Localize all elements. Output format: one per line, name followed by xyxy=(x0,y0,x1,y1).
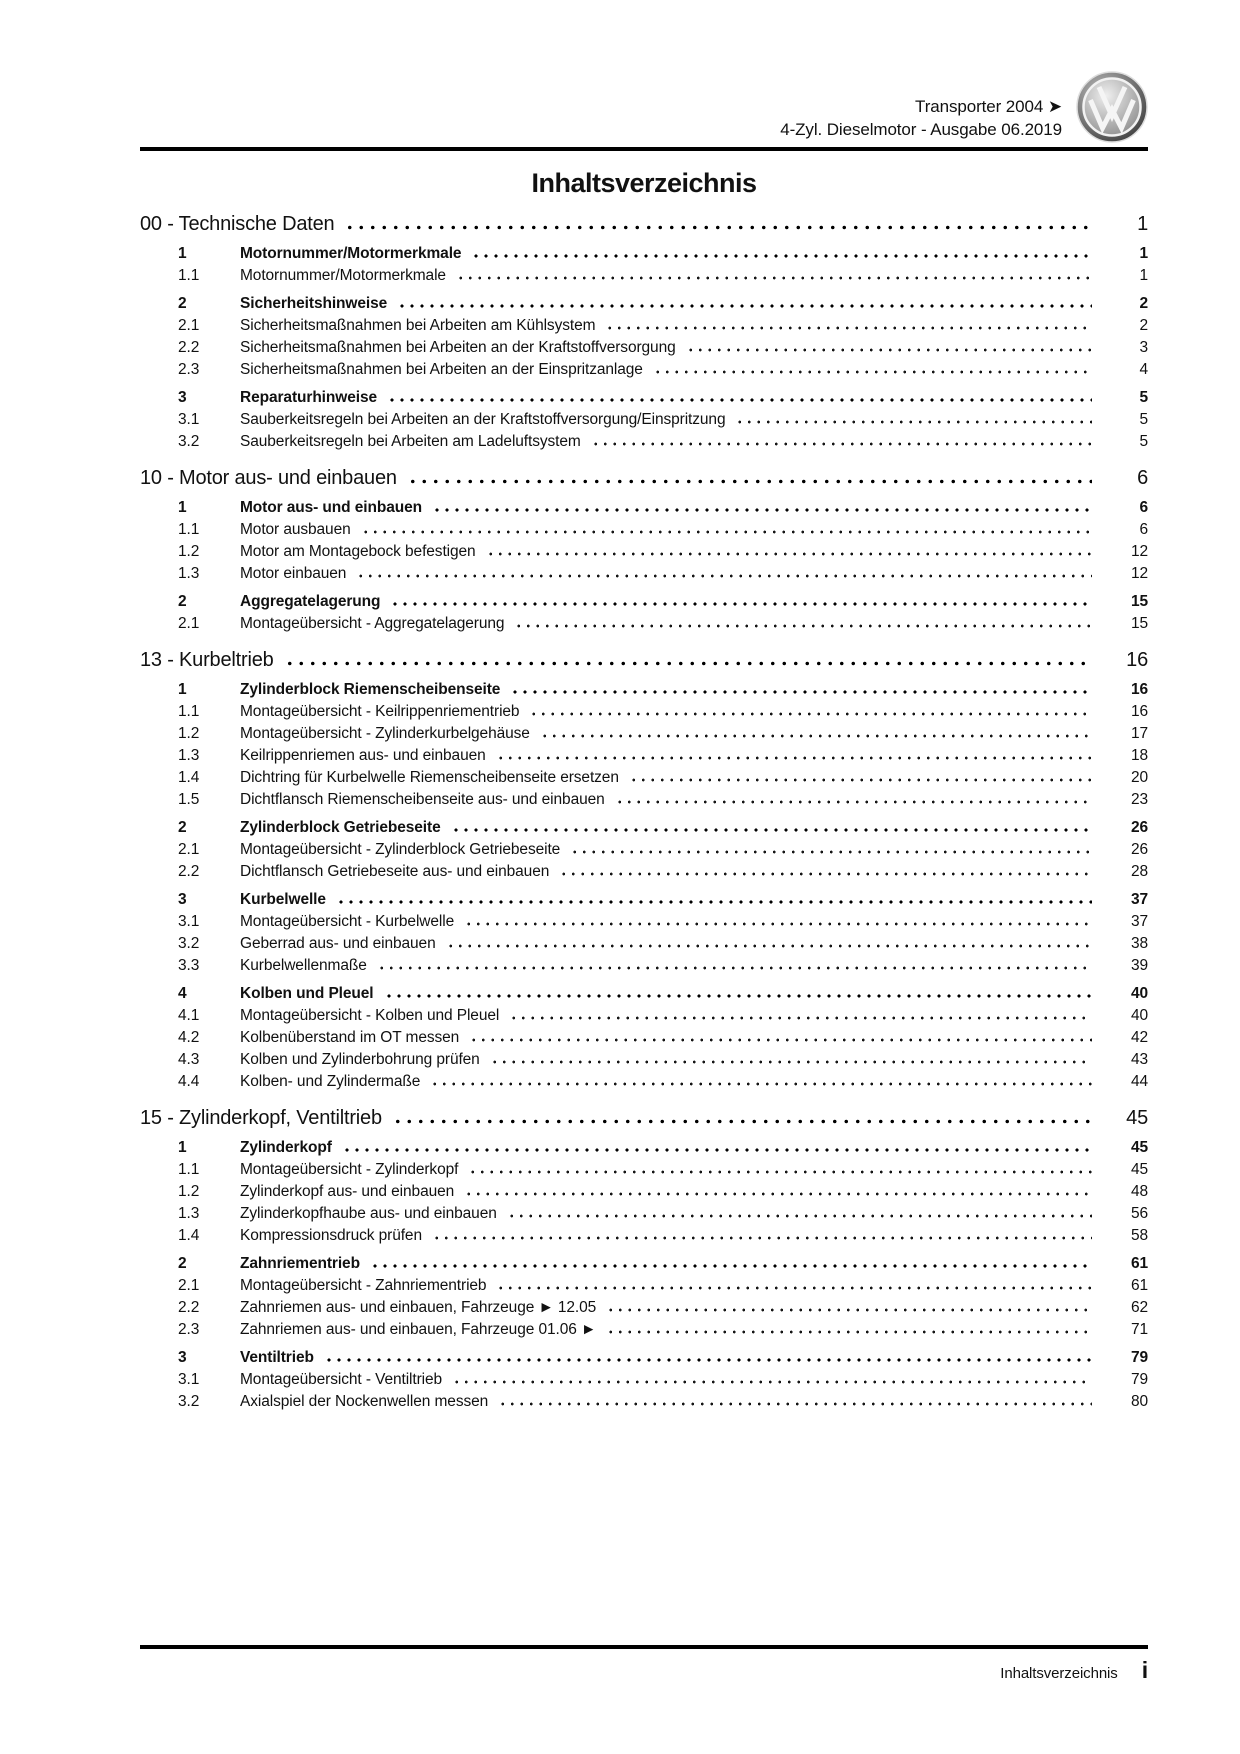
dot-leader xyxy=(361,530,1092,534)
toc-chapter-row[interactable] xyxy=(140,466,1148,491)
toc-chapter-row[interactable] xyxy=(140,1106,1148,1131)
page-number: 39 xyxy=(1130,957,1148,974)
toc-section-row[interactable] xyxy=(140,337,1148,359)
page-number: 61 xyxy=(1130,1277,1148,1294)
toc-section-row[interactable] xyxy=(140,591,1148,613)
page-number: 16 xyxy=(1130,703,1148,720)
toc-section-row[interactable] xyxy=(140,767,1148,789)
toc-section-row[interactable] xyxy=(140,243,1148,265)
toc-section-row[interactable] xyxy=(140,1225,1148,1247)
section-title: Kolben und Pleuel xyxy=(240,985,374,1002)
section-number: 3.2 xyxy=(178,433,200,450)
dot-leader xyxy=(432,508,1092,512)
section-title: Zahnriemen aus- und einbauen, Fahrzeuge 01.06 ► xyxy=(240,1321,597,1338)
page-number: 1 xyxy=(1137,213,1148,235)
section-title: Reparaturhinweise xyxy=(240,389,377,406)
section-title: Kurbelwellenmaße xyxy=(240,957,367,974)
footer-rule xyxy=(140,1645,1148,1649)
toc-chapter-row[interactable] xyxy=(140,212,1148,237)
section-number: 2.2 xyxy=(178,339,200,356)
footer-page-number: i xyxy=(1141,1657,1148,1683)
section-title: Montageübersicht - Keilrippenriementrieb xyxy=(240,703,520,720)
section-title: Motornummer/Motormerkmale xyxy=(240,267,446,284)
dot-leader xyxy=(387,398,1092,402)
toc-section-row[interactable] xyxy=(140,1049,1148,1071)
section-number: 2.1 xyxy=(178,841,200,858)
page-number: 40 xyxy=(1130,1007,1148,1024)
section-title: Montageübersicht - Zahnriementrieb xyxy=(240,1277,487,1294)
section-title: Motor am Montagebock befestigen xyxy=(240,543,476,560)
section-title: Zylinderkopf xyxy=(240,1139,332,1156)
section-number: 4.1 xyxy=(178,1007,200,1024)
section-number: 1.1 xyxy=(178,267,200,284)
page-number: 18 xyxy=(1130,747,1148,764)
section-number: 1 xyxy=(178,681,187,698)
dot-leader xyxy=(469,1038,1092,1042)
page-number: 3 xyxy=(1139,339,1148,356)
dot-leader xyxy=(629,778,1092,782)
dot-leader xyxy=(496,756,1092,760)
dot-leader xyxy=(384,994,1092,998)
page-number: 45 xyxy=(1130,1139,1148,1156)
section-number: 1.1 xyxy=(178,521,200,538)
toc xyxy=(140,212,1148,1413)
section-number: 4.3 xyxy=(178,1051,200,1068)
toc-section-row[interactable] xyxy=(140,1297,1148,1319)
section-number: 3 xyxy=(178,1349,187,1366)
section-title: Motor ausbauen xyxy=(240,521,351,538)
section-title: Sauberkeitsregeln bei Arbeiten am Ladeluftsystem xyxy=(240,433,581,450)
section-number: 1.4 xyxy=(178,1227,200,1244)
chapter-label: 00 - Technische Daten xyxy=(140,213,335,235)
dot-leader xyxy=(509,1016,1092,1020)
toc-section-row[interactable] xyxy=(140,1253,1148,1275)
dot-leader xyxy=(407,479,1092,484)
section-title: Montageübersicht - Ventiltrieb xyxy=(240,1371,443,1388)
page-number: 61 xyxy=(1130,1255,1148,1272)
page-number: 80 xyxy=(1130,1393,1148,1410)
dot-leader xyxy=(344,225,1092,230)
page-title: Inhaltsverzeichnis xyxy=(531,168,757,198)
section-title: Motor einbauen xyxy=(240,565,347,582)
header-model-line: Transporter 2004 ➤ xyxy=(915,97,1062,116)
page-number: 4 xyxy=(1139,361,1148,378)
toc-section-row[interactable] xyxy=(140,1027,1148,1049)
section-number: 2.1 xyxy=(178,615,200,632)
page-number: 2 xyxy=(1139,317,1148,334)
page-number: 1 xyxy=(1139,267,1148,284)
dot-leader xyxy=(430,1082,1092,1086)
header-rule xyxy=(140,147,1148,151)
dot-leader xyxy=(464,1192,1092,1196)
dot-leader xyxy=(486,552,1092,556)
section-number: 4.4 xyxy=(178,1073,200,1090)
page-number: 12 xyxy=(1130,543,1148,560)
vw-logo-icon xyxy=(1076,71,1148,143)
dot-leader xyxy=(615,800,1092,804)
section-number: 3.1 xyxy=(178,411,200,428)
dot-leader xyxy=(468,1170,1092,1174)
page-number: 17 xyxy=(1130,725,1148,742)
section-number: 3 xyxy=(178,389,187,406)
page-number: 43 xyxy=(1130,1051,1148,1068)
section-number: 3 xyxy=(178,891,187,908)
dot-leader xyxy=(342,1148,1092,1152)
section-number: 4.2 xyxy=(178,1029,200,1046)
dot-leader xyxy=(336,900,1092,904)
section-title: Sicherheitsmaßnahmen bei Arbeiten am Kühlsystem xyxy=(240,317,596,334)
toc-section-row[interactable] xyxy=(140,431,1148,453)
dot-leader xyxy=(397,304,1092,308)
toc-section-row[interactable] xyxy=(140,1319,1148,1341)
page-number: 37 xyxy=(1130,891,1148,908)
section-number: 3.1 xyxy=(178,913,200,930)
section-number: 1 xyxy=(178,1139,187,1156)
page-number: 15 xyxy=(1130,615,1148,632)
dot-leader xyxy=(284,661,1092,666)
section-number: 1.3 xyxy=(178,1205,200,1222)
chapter-label: 10 - Motor aus- und einbauen xyxy=(140,467,397,489)
toc-section-row[interactable] xyxy=(140,359,1148,381)
dot-leader xyxy=(390,602,1092,606)
section-title: Kolben und Zylinderbohrung prüfen xyxy=(240,1051,480,1068)
toc-section-row[interactable] xyxy=(140,1181,1148,1203)
toc-section-row[interactable] xyxy=(140,1137,1148,1159)
dot-leader xyxy=(446,944,1092,948)
section-title: Zylinderkopfhaube aus- und einbauen xyxy=(240,1205,497,1222)
dot-leader xyxy=(490,1060,1092,1064)
section-title: Sauberkeitsregeln bei Arbeiten an der Kraftstoffversorgung/Einspritzung xyxy=(240,411,726,428)
page-number: 12 xyxy=(1130,565,1148,582)
toc-section-row[interactable] xyxy=(140,563,1148,585)
page-number: 44 xyxy=(1130,1073,1148,1090)
page-number: 5 xyxy=(1139,411,1148,428)
section-number: 2.3 xyxy=(178,361,200,378)
section-number: 1 xyxy=(178,245,187,262)
toc-section-row[interactable] xyxy=(140,701,1148,723)
toc-section-row[interactable] xyxy=(140,955,1148,977)
section-number: 2.2 xyxy=(178,863,200,880)
toc-section-row[interactable] xyxy=(140,1071,1148,1093)
page-number: 71 xyxy=(1130,1321,1148,1338)
section-number: 2 xyxy=(178,819,187,836)
dot-leader xyxy=(498,1402,1092,1406)
toc-section-row[interactable] xyxy=(140,789,1148,811)
section-number: 3.1 xyxy=(178,1371,200,1388)
dot-leader xyxy=(452,1380,1092,1384)
section-number: 1.5 xyxy=(178,791,200,808)
toc-section-row[interactable] xyxy=(140,745,1148,767)
page-number: 28 xyxy=(1130,863,1148,880)
page-number: 56 xyxy=(1130,1205,1148,1222)
section-title: Zylinderblock Riemenscheibenseite xyxy=(240,681,501,698)
page-number: 58 xyxy=(1130,1227,1148,1244)
section-number: 2.2 xyxy=(178,1299,200,1316)
page-number: 20 xyxy=(1130,769,1148,786)
toc-section-row[interactable] xyxy=(140,387,1148,409)
section-title: Kompressionsdruck prüfen xyxy=(240,1227,422,1244)
page-number: 5 xyxy=(1139,389,1148,406)
dot-leader xyxy=(653,370,1092,374)
page-number: 79 xyxy=(1130,1371,1148,1388)
section-title: Zylinderkopf aus- und einbauen xyxy=(240,1183,455,1200)
footer-label: Inhaltsverzeichnis xyxy=(1000,1665,1118,1682)
toc-section-row[interactable] xyxy=(140,1369,1148,1391)
page-number: 79 xyxy=(1130,1349,1148,1366)
dot-leader xyxy=(606,1308,1092,1312)
section-number: 1.4 xyxy=(178,769,200,786)
page-number: 26 xyxy=(1130,841,1148,858)
dot-leader xyxy=(591,442,1092,446)
section-number: 1.2 xyxy=(178,1183,200,1200)
section-title: Keilrippenriemen aus- und einbauen xyxy=(240,747,486,764)
section-title: Sicherheitsmaßnahmen bei Arbeiten an der Kraftstoffversorgung xyxy=(240,339,676,356)
toc-section-row[interactable] xyxy=(140,889,1148,911)
chapter-label: 15 - Zylinderkopf, Ventiltrieb xyxy=(140,1107,382,1129)
page-number: 16 xyxy=(1126,649,1148,671)
dot-leader xyxy=(432,1236,1092,1240)
toc-section-row[interactable] xyxy=(140,1347,1148,1369)
section-title: Zahnriemen aus- und einbauen, Fahrzeuge ► 12.05 xyxy=(240,1299,597,1316)
section-title: Aggregatelagerung xyxy=(240,593,381,610)
page-number: 40 xyxy=(1130,985,1148,1002)
section-number: 2.3 xyxy=(178,1321,200,1338)
dot-leader xyxy=(324,1358,1092,1362)
section-title: Montageübersicht - Zylinderblock Getriebeseite xyxy=(240,841,561,858)
toc-section-row[interactable] xyxy=(140,1203,1148,1225)
section-number: 2.1 xyxy=(178,317,200,334)
section-number: 1.1 xyxy=(178,703,200,720)
section-title: Zylinderblock Getriebeseite xyxy=(240,819,441,836)
section-title: Montageübersicht - Aggregatelagerung xyxy=(240,615,505,632)
dot-leader xyxy=(377,966,1092,970)
section-number: 1.3 xyxy=(178,565,200,582)
toc-section-row[interactable] xyxy=(140,723,1148,745)
toc-section-row[interactable] xyxy=(140,265,1148,287)
page-number: 26 xyxy=(1130,819,1148,836)
page-number: 6 xyxy=(1137,467,1148,489)
section-title: Geberrad aus- und einbauen xyxy=(240,935,436,952)
section-number: 3.2 xyxy=(178,1393,200,1410)
dot-leader xyxy=(559,872,1092,876)
page-number: 42 xyxy=(1130,1029,1148,1046)
footer-line xyxy=(140,1659,1148,1682)
toc-section-row[interactable] xyxy=(140,1275,1148,1297)
section-title: Zahnriementrieb xyxy=(240,1255,360,1272)
dot-leader xyxy=(496,1286,1092,1290)
dot-leader xyxy=(570,850,1092,854)
section-title: Kolben- und Zylindermaße xyxy=(240,1073,421,1090)
section-title: Dichtring für Kurbelwelle Riemenscheibenseite ersetzen xyxy=(240,769,619,786)
page-number: 37 xyxy=(1130,913,1148,930)
section-number: 1.2 xyxy=(178,725,200,742)
toc-section-row[interactable] xyxy=(140,519,1148,541)
section-title: Motor aus- und einbauen xyxy=(240,499,422,516)
section-title: Montageübersicht - Kolben und Pleuel xyxy=(240,1007,500,1024)
toc-section-row[interactable] xyxy=(140,1159,1148,1181)
toc-section-row[interactable] xyxy=(140,817,1148,839)
section-title: Dichtflansch Getriebeseite aus- und einbauen xyxy=(240,863,550,880)
page-number: 38 xyxy=(1130,935,1148,952)
dot-leader xyxy=(529,712,1092,716)
toc-section-row[interactable] xyxy=(140,933,1148,955)
dot-leader xyxy=(606,1330,1092,1334)
section-number: 1.3 xyxy=(178,747,200,764)
dot-leader xyxy=(686,348,1092,352)
section-title: Sicherheitsmaßnahmen bei Arbeiten an der Einspritzanlage xyxy=(240,361,643,378)
dot-leader xyxy=(540,734,1092,738)
toc-section-row[interactable] xyxy=(140,911,1148,933)
section-title: Kurbelwelle xyxy=(240,891,326,908)
toc-chapter-row[interactable] xyxy=(140,648,1148,673)
dot-leader xyxy=(370,1264,1092,1268)
page-number: 16 xyxy=(1130,681,1148,698)
dot-leader xyxy=(451,828,1092,832)
section-number: 4 xyxy=(178,985,187,1002)
page-number: 1 xyxy=(1139,245,1148,262)
page-footer xyxy=(140,1645,1148,1682)
section-title: Motornummer/Motormerkmale xyxy=(240,245,462,262)
section-number: 1.2 xyxy=(178,543,200,560)
toc-section-row[interactable] xyxy=(140,409,1148,431)
dot-leader xyxy=(510,690,1092,694)
section-number: 3.2 xyxy=(178,935,200,952)
section-title: Axialspiel der Nockenwellen messen xyxy=(240,1393,489,1410)
section-number: 1.1 xyxy=(178,1161,200,1178)
header-text xyxy=(780,95,1062,141)
toc-section-row[interactable] xyxy=(140,839,1148,861)
dot-leader xyxy=(456,276,1092,280)
section-number: 2 xyxy=(178,1255,187,1272)
toc-section-row[interactable] xyxy=(140,679,1148,701)
toc-section-row[interactable] xyxy=(140,541,1148,563)
content-area xyxy=(140,0,1148,1413)
dot-leader xyxy=(392,1119,1092,1124)
dot-leader xyxy=(464,922,1092,926)
section-title: Montageübersicht - Kurbelwelle xyxy=(240,913,455,930)
section-number: 2.1 xyxy=(178,1277,200,1294)
toc-section-row[interactable] xyxy=(140,861,1148,883)
page-number: 5 xyxy=(1139,433,1148,450)
page-number: 48 xyxy=(1130,1183,1148,1200)
toc-section-row[interactable] xyxy=(140,613,1148,635)
page-number: 45 xyxy=(1126,1107,1148,1129)
page-number: 15 xyxy=(1130,593,1148,610)
dot-leader xyxy=(605,326,1092,330)
page-number: 23 xyxy=(1130,791,1148,808)
section-title: Montageübersicht - Zylinderkurbelgehäuse xyxy=(240,725,530,742)
section-number: 2 xyxy=(178,593,187,610)
section-title: Sicherheitshinweise xyxy=(240,295,388,312)
toc-section-row[interactable] xyxy=(140,497,1148,519)
toc-section-row[interactable] xyxy=(140,293,1148,315)
chapter-label: 13 - Kurbeltrieb xyxy=(140,649,274,671)
page-header xyxy=(140,0,1148,143)
toc-section-row[interactable] xyxy=(140,1391,1148,1413)
toc-section-row[interactable] xyxy=(140,315,1148,337)
section-title: Ventiltrieb xyxy=(240,1349,314,1366)
dot-leader xyxy=(507,1214,1092,1218)
section-number: 3.3 xyxy=(178,957,200,974)
dot-leader xyxy=(356,574,1092,578)
page-number: 2 xyxy=(1139,295,1148,312)
section-title: Montageübersicht - Zylinderkopf xyxy=(240,1161,459,1178)
section-title: Dichtflansch Riemenscheibenseite aus- und einbauen xyxy=(240,791,605,808)
page-number: 6 xyxy=(1139,499,1148,516)
toc-section-row[interactable] xyxy=(140,1005,1148,1027)
dot-leader xyxy=(514,624,1092,628)
section-title: Kolbenüberstand im OT messen xyxy=(240,1029,460,1046)
page-number: 6 xyxy=(1139,521,1148,538)
toc-section-row[interactable] xyxy=(140,983,1148,1005)
dot-leader xyxy=(735,420,1092,424)
page-number: 45 xyxy=(1130,1161,1148,1178)
section-number: 2 xyxy=(178,295,187,312)
dot-leader xyxy=(471,254,1092,258)
page-number: 62 xyxy=(1130,1299,1148,1316)
section-number: 1 xyxy=(178,499,187,516)
header-edition-line: 4-Zyl. Dieselmotor - Ausgabe 06.2019 xyxy=(780,120,1062,139)
